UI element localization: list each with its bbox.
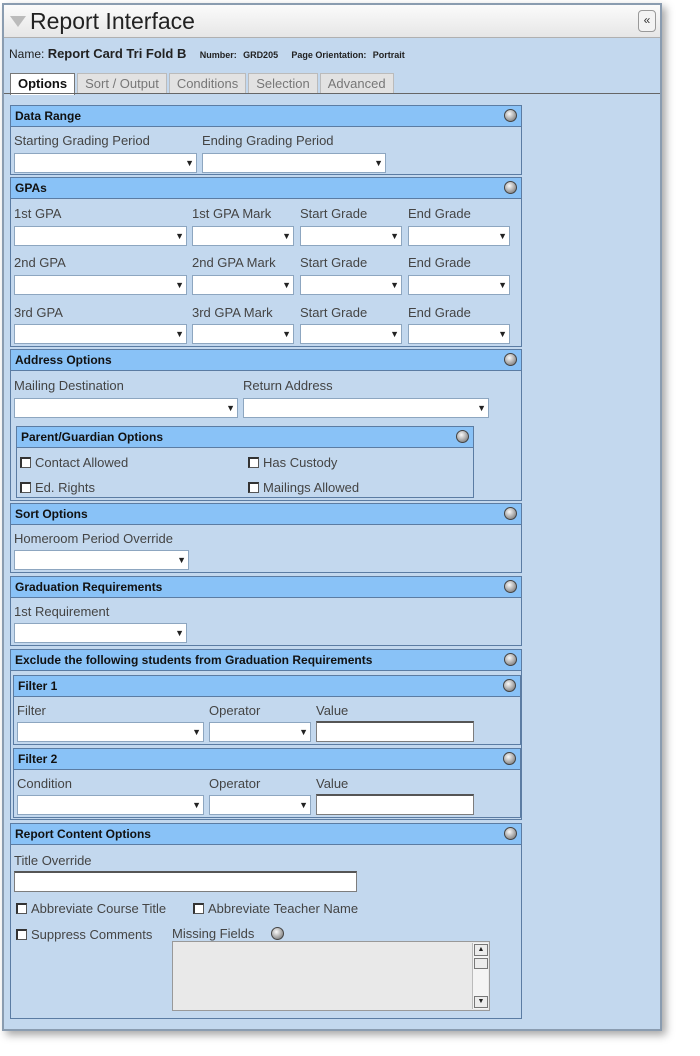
chevron-down-icon: ▼ — [390, 329, 399, 339]
collapse-panel-button[interactable]: « — [638, 10, 656, 32]
ed-rights-label: Ed. Rights — [35, 480, 95, 495]
report-content-options-title: Report Content Options — [15, 827, 151, 841]
missing-fields-list[interactable] — [172, 941, 490, 1011]
contact-allowed-checkbox[interactable] — [20, 455, 128, 470]
chevron-down-icon: ▼ — [177, 555, 186, 565]
mailing-destination-select[interactable] — [14, 398, 238, 418]
expand-circle-icon[interactable] — [504, 827, 517, 840]
checkbox-icon — [20, 457, 31, 468]
chevron-down-icon: ▼ — [185, 158, 194, 168]
tab-advanced[interactable]: Advanced — [320, 73, 394, 93]
scroll-up-arrow-icon[interactable]: ▲ — [474, 944, 488, 956]
gpas-title: GPAs — [15, 181, 47, 195]
checkbox-icon — [16, 929, 27, 940]
sort-options-title: Sort Options — [15, 507, 88, 521]
start-grade-label: Start Grade — [300, 255, 368, 270]
chevron-down-icon: ▼ — [175, 628, 184, 638]
missing-fields-label: Missing Fields — [172, 926, 255, 941]
abbreviate-course-title-checkbox[interactable] — [16, 901, 166, 916]
abbreviate-teacher-name-checkbox[interactable] — [193, 901, 358, 916]
name-label: Name: — [9, 47, 45, 61]
ending-grading-period-label: Ending Grading Period — [202, 133, 334, 148]
report-number: GRD205 — [243, 50, 279, 60]
has-custody-label: Has Custody — [263, 455, 338, 470]
report-content-options-section — [10, 823, 522, 1019]
filter-2-title: Filter 2 — [18, 752, 58, 766]
chevron-down-icon: ▼ — [498, 280, 507, 290]
tab-options[interactable]: Options — [10, 73, 75, 95]
expand-circle-icon[interactable] — [456, 430, 469, 443]
chevron-down-icon: ▼ — [175, 329, 184, 339]
mailings-allowed-label: Mailings Allowed — [263, 480, 360, 495]
scroll-thumb[interactable] — [474, 958, 488, 969]
first-requirement-select[interactable] — [14, 623, 187, 643]
chevron-down-icon: ▼ — [498, 329, 507, 339]
chevron-down-icon: ▼ — [282, 329, 291, 339]
filter-2-header[interactable] — [14, 749, 520, 770]
exclude-students-header[interactable] — [11, 650, 521, 671]
gpa-1-start-grade-select[interactable] — [300, 226, 402, 246]
report-name: Report Card Tri Fold B — [47, 46, 187, 61]
chevron-down-icon: ▼ — [299, 800, 308, 810]
gpa-2-mark-select[interactable] — [192, 275, 294, 295]
chevron-down-icon: ▼ — [282, 231, 291, 241]
graduation-requirements-header[interactable] — [11, 577, 521, 598]
chevron-down-icon: ▼ — [175, 280, 184, 290]
exclude-students-title: Exclude the following students from Graduation Requirements — [15, 653, 373, 667]
gpa-3-mark-select[interactable] — [192, 324, 294, 344]
window-title: Report Interface — [30, 8, 195, 34]
scroll-down-arrow-icon[interactable]: ▼ — [474, 996, 488, 1008]
gpa-mark-label: 3rd GPA Mark — [192, 305, 273, 320]
ed-rights-checkbox[interactable] — [20, 480, 95, 495]
filter-2-operator-select[interactable] — [209, 795, 311, 815]
start-grade-label: Start Grade — [300, 305, 368, 320]
address-options-title: Address Options — [15, 353, 112, 367]
suppress-comments-label: Suppress Comments — [31, 927, 153, 942]
chevron-down-icon: ▼ — [374, 158, 383, 168]
exclude-students-section — [10, 649, 522, 820]
chevron-down-icon: ▼ — [192, 800, 201, 810]
chevron-down-icon: ▼ — [226, 403, 235, 413]
mailing-destination-label: Mailing Destination — [14, 378, 124, 393]
missing-fields-info-icon[interactable] — [271, 927, 284, 940]
gpa-1-select[interactable] — [14, 226, 187, 246]
checkbox-icon — [16, 903, 27, 914]
first-requirement-label: 1st Requirement — [14, 604, 110, 619]
suppress-comments-checkbox[interactable] — [16, 927, 152, 942]
expand-circle-icon[interactable] — [504, 109, 517, 122]
filter-triangle-icon[interactable] — [10, 16, 26, 27]
chevron-down-icon: ▼ — [390, 280, 399, 290]
chevron-down-icon: ▼ — [175, 231, 184, 241]
gpa-3-start-grade-select[interactable] — [300, 324, 402, 344]
operator-label: Operator — [209, 776, 261, 791]
filter-2-value-input[interactable] — [316, 794, 474, 815]
number-label: Number: — [199, 50, 237, 60]
chevron-down-icon: ▼ — [477, 403, 486, 413]
mailings-allowed-checkbox[interactable] — [248, 480, 359, 495]
parent-guardian-options-section — [16, 426, 474, 498]
report-info-row — [4, 38, 660, 60]
filter-1-section — [13, 675, 521, 745]
filter-label: Filter — [17, 703, 46, 718]
gpas-section — [10, 177, 522, 347]
expand-circle-icon[interactable] — [503, 752, 516, 765]
orientation-label: Page Orientation: — [291, 50, 367, 60]
starting-grading-period-label: Starting Grading Period — [14, 133, 150, 148]
filter-2-section — [13, 748, 521, 818]
expand-circle-icon[interactable] — [504, 353, 517, 366]
checkbox-icon — [193, 903, 204, 914]
gpa-label: 2nd GPA — [14, 255, 66, 270]
abbreviate-course-title-label: Abbreviate Course Title — [31, 901, 167, 916]
homeroom-period-override-label: Homeroom Period Override — [14, 531, 173, 546]
chevron-down-icon: ▼ — [282, 280, 291, 290]
return-address-select[interactable] — [243, 398, 489, 418]
expand-circle-icon[interactable] — [503, 679, 516, 692]
filter-1-filter-select[interactable] — [17, 722, 204, 742]
report-interface-window — [2, 3, 662, 1031]
contact-allowed-label: Contact Allowed — [35, 455, 129, 470]
homeroom-period-override-select[interactable] — [14, 550, 189, 570]
address-options-header[interactable] — [11, 350, 521, 371]
parent-guardian-options-title: Parent/Guardian Options — [21, 430, 164, 444]
gpa-label: 3rd GPA — [14, 305, 63, 320]
condition-label: Condition — [17, 776, 72, 791]
filter-1-value-input[interactable] — [316, 721, 474, 742]
chevron-down-icon: ▼ — [390, 231, 399, 241]
address-options-section — [10, 349, 522, 501]
data-range-title: Data Range — [15, 109, 82, 123]
chevron-down-icon: ▼ — [192, 727, 201, 737]
starting-grading-period-select[interactable] — [14, 153, 197, 173]
expand-circle-icon[interactable] — [504, 580, 517, 593]
gpa-1-mark-select[interactable] — [192, 226, 294, 246]
start-grade-label: Start Grade — [300, 206, 368, 221]
title-bar — [4, 5, 660, 38]
tab-bar — [10, 73, 396, 93]
tab-selection[interactable]: Selection — [248, 73, 317, 93]
tab-conditions[interactable]: Conditions — [169, 73, 246, 93]
gpa-label: 1st GPA — [14, 206, 62, 221]
gpa-3-end-grade-select[interactable] — [408, 324, 510, 344]
sort-options-header[interactable] — [11, 504, 521, 525]
expand-circle-icon[interactable] — [504, 653, 517, 666]
abbreviate-teacher-name-label: Abbreviate Teacher Name — [208, 901, 359, 916]
expand-circle-icon[interactable] — [504, 181, 517, 194]
data-range-header[interactable] — [11, 106, 521, 127]
gpa-mark-label: 2nd GPA Mark — [192, 255, 276, 270]
gpa-2-end-grade-select[interactable] — [408, 275, 510, 295]
graduation-requirements-section — [10, 576, 522, 646]
parent-guardian-options-header[interactable] — [17, 427, 473, 448]
return-address-label: Return Address — [243, 378, 333, 393]
chevron-down-icon: ▼ — [498, 231, 507, 241]
checkbox-icon — [20, 482, 31, 493]
gpa-mark-label: 1st GPA Mark — [192, 206, 272, 221]
title-override-input[interactable] — [14, 871, 357, 892]
end-grade-label: End Grade — [408, 255, 471, 270]
end-grade-label: End Grade — [408, 305, 471, 320]
filter-1-header[interactable] — [14, 676, 520, 697]
report-content-options-header[interactable] — [11, 824, 521, 845]
has-custody-checkbox[interactable] — [248, 455, 337, 470]
checkbox-icon — [248, 457, 259, 468]
graduation-requirements-title: Graduation Requirements — [15, 580, 163, 594]
operator-label: Operator — [209, 703, 261, 718]
filter-1-title: Filter 1 — [18, 679, 58, 693]
gpa-2-select[interactable] — [14, 275, 187, 295]
gpa-1-end-grade-select[interactable] — [408, 226, 510, 246]
filter-2-condition-select[interactable] — [17, 795, 204, 815]
end-grade-label: End Grade — [408, 206, 471, 221]
title-override-label: Title Override — [14, 853, 92, 868]
data-range-section — [10, 105, 522, 175]
page-orientation: Portrait — [372, 50, 405, 60]
expand-circle-icon[interactable] — [504, 507, 517, 520]
checkbox-icon — [248, 482, 259, 493]
missing-fields-scrollbar[interactable] — [472, 943, 488, 1009]
value-label: Value — [316, 776, 349, 791]
value-label: Value — [316, 703, 349, 718]
chevron-down-icon: ▼ — [299, 727, 308, 737]
gpas-header[interactable] — [11, 178, 521, 199]
gpa-2-start-grade-select[interactable] — [300, 275, 402, 295]
gpa-3-select[interactable] — [14, 324, 187, 344]
tab-sort-output[interactable]: Sort / Output — [77, 73, 167, 93]
filter-1-operator-select[interactable] — [209, 722, 311, 742]
tab-divider — [4, 93, 660, 94]
sort-options-section — [10, 503, 522, 573]
ending-grading-period-select[interactable] — [202, 153, 386, 173]
